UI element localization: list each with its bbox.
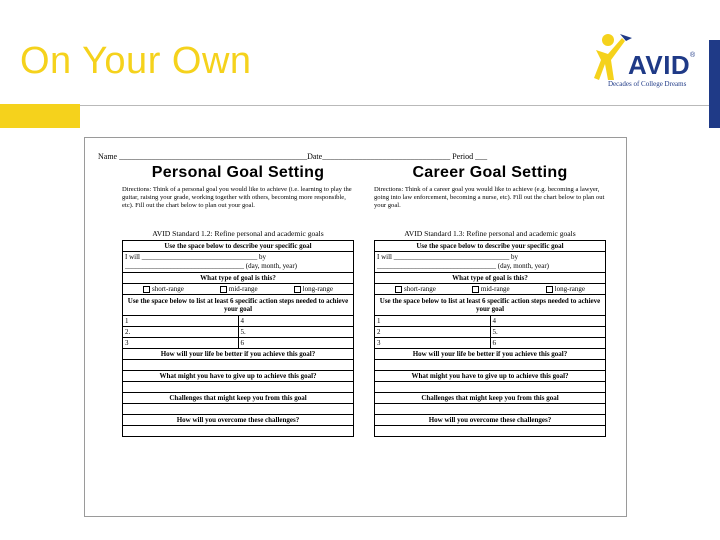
blue-accent-bar: [709, 40, 720, 128]
step-cell: 6: [490, 338, 606, 349]
answer-space: [123, 360, 354, 371]
option-short: short-range: [395, 285, 436, 293]
question-better: How will your life be better if you achieve this goal?: [123, 349, 354, 360]
step-cell: 5.: [490, 327, 606, 338]
logo-wordmark: AVID: [628, 50, 691, 80]
type-header: What type of goal is this?: [123, 273, 354, 284]
checkbox-icon: [220, 286, 227, 293]
option-mid: mid-range: [220, 285, 258, 293]
personal-goal-sheet: [122, 164, 354, 437]
answer-space: [123, 426, 354, 437]
option-long: long-range: [546, 285, 585, 293]
step-cell: 4: [490, 316, 606, 327]
answer-space: [123, 382, 354, 393]
answer-space: [375, 404, 606, 415]
step-cell: 3: [123, 338, 239, 349]
checkbox-icon: [143, 286, 150, 293]
will-line: I will _________________________________ by: [377, 253, 518, 261]
career-goal-sheet: [374, 164, 606, 437]
answer-space: [123, 404, 354, 415]
sheet-title: Personal Goal Setting: [151, 164, 325, 181]
standard-text: AVID Standard 1.2: Refine personal and academic goals: [152, 229, 324, 238]
step-cell: 3: [375, 338, 491, 349]
goal-type-options: [375, 284, 606, 295]
date-line: __________________________________ (day, month, year): [377, 262, 549, 270]
yellow-accent-bar: [0, 104, 80, 128]
question-giveup: What might you have to give up to achieve this goal?: [123, 371, 354, 382]
registered-mark: ®: [690, 52, 696, 59]
question-overcome: How will you overcome these challenges?: [375, 415, 606, 426]
answer-space: [375, 426, 606, 437]
step-cell: 5.: [238, 327, 354, 338]
question-overcome: How will you overcome these challenges?: [123, 415, 354, 426]
goal-line: [123, 252, 354, 273]
avid-logo: [594, 28, 706, 98]
sheet-title: Career Goal Setting: [412, 164, 568, 181]
describe-header: Use the space below to describe your specific goal: [123, 241, 354, 252]
question-challenges: Challenges that might keep you from this goal: [375, 393, 606, 404]
goal-line: [375, 252, 606, 273]
goal-type-options: [123, 284, 354, 295]
directions-text: Directions: Think of a personal goal you would like to achieve (i.e. learning to play the guitar, raising your grade, working together with others, becoming more responsible, etc). Fill out the chart below to plan out your goal.: [122, 186, 352, 209]
step-cell: 4: [238, 316, 354, 327]
steps-header: Use the space below to list at least 6 specific action steps needed to achieve your goal: [375, 295, 606, 316]
goal-table: [122, 240, 354, 437]
question-giveup: What might you have to give up to achieve this goal?: [375, 371, 606, 382]
step-cell: 1: [123, 316, 239, 327]
describe-header: Use the space below to describe your specific goal: [375, 241, 606, 252]
checkbox-icon: [546, 286, 553, 293]
checkbox-icon: [294, 286, 301, 293]
directions-text: Directions: Think of a career goal you would like to achieve (e.g. becoming a lawyer, going into law enforcement, becoming a nurse, etc). Fill out the chart below to plan out your goal.: [374, 186, 605, 209]
name-date-period-line: Name _______________________________________________Date________________________________ Period ___: [98, 152, 488, 161]
option-mid: mid-range: [472, 285, 510, 293]
date-line: __________________________________ (day, month, year): [125, 262, 297, 270]
question-better: How will your life be better if you achieve this goal?: [375, 349, 606, 360]
worksheet-image: [84, 137, 627, 517]
standard-text: AVID Standard 1.3: Refine personal and academic goals: [404, 229, 576, 238]
checkbox-icon: [472, 286, 479, 293]
option-long: long-range: [294, 285, 333, 293]
slide-title: On Your Own: [20, 40, 252, 82]
step-cell: 6: [238, 338, 354, 349]
type-header: What type of goal is this?: [375, 273, 606, 284]
step-cell: 2: [375, 327, 491, 338]
logo-tagline: Decades of College Dreams: [608, 80, 687, 88]
answer-space: [375, 360, 606, 371]
step-cell: 1: [375, 316, 491, 327]
question-challenges: Challenges that might keep you from this goal: [123, 393, 354, 404]
steps-header: Use the space below to list at least 6 specific action steps needed to achieve your goal: [123, 295, 354, 316]
goal-table: [374, 240, 606, 437]
divider-line: [80, 105, 720, 106]
answer-space: [375, 382, 606, 393]
checkbox-icon: [395, 286, 402, 293]
option-short: short-range: [143, 285, 184, 293]
step-cell: 2.: [123, 327, 239, 338]
will-line: I will _________________________________ by: [125, 253, 266, 261]
